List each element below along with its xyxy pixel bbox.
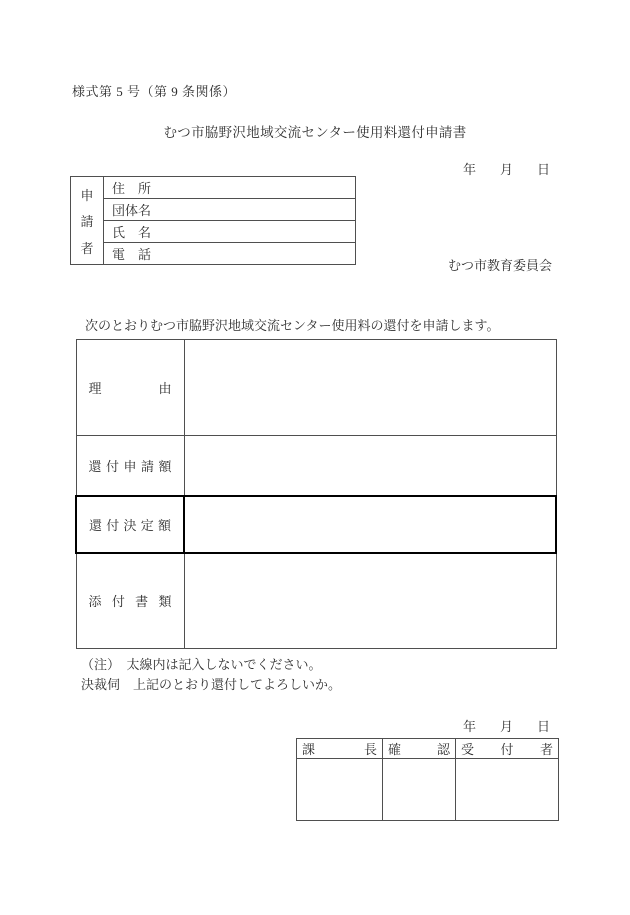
applicant-phone-field[interactable]	[104, 243, 356, 265]
applicant-name-label: 氏 名	[112, 225, 152, 240]
applicant-name-field[interactable]	[104, 221, 356, 243]
applicant-address-label: 住 所	[112, 181, 152, 196]
date-month-label: 月	[499, 162, 513, 177]
approval-header-row	[297, 739, 559, 759]
applicant-group-char-2: 請	[80, 214, 94, 229]
notes-block	[81, 655, 341, 695]
attached-documents-field[interactable]	[184, 553, 556, 649]
receptionist-stamp-field[interactable]	[456, 759, 559, 821]
intro-sentence: 次のとおりむつ市脇野沢地域交流センター使用料の還付を申請します。	[85, 318, 500, 333]
approval-table	[296, 738, 559, 821]
applicant-phone-label: 電 話	[112, 247, 152, 262]
section-chief-header: 課長	[297, 739, 383, 759]
date-year-label: 年	[462, 719, 476, 734]
refund-applied-amount-field[interactable]	[184, 436, 556, 496]
applicant-row-name	[71, 221, 356, 243]
refund-applied-amount-label: 還付申請額	[76, 436, 184, 496]
date-month-label: 月	[499, 719, 513, 734]
main-row-refund-decided-amount	[76, 496, 556, 553]
main-table	[75, 339, 557, 649]
date-day-label: 日	[536, 719, 550, 734]
confirmation-header: 確認	[383, 739, 456, 759]
approval-stamp-row	[297, 759, 559, 821]
main-row-attached-documents	[76, 553, 556, 649]
applicant-row-address	[71, 177, 356, 199]
refund-decided-amount-label: 還付決定額	[76, 496, 184, 553]
applicant-group-cell	[71, 177, 104, 265]
attached-documents-label: 添付書類	[76, 553, 184, 649]
confirmation-stamp-field[interactable]	[383, 759, 456, 821]
refund-decided-amount-field[interactable]	[184, 496, 556, 553]
applicant-table	[70, 176, 356, 265]
reason-value-field[interactable]	[184, 340, 556, 436]
date-line-top	[463, 159, 550, 178]
applicant-group-label	[71, 185, 103, 257]
date-line-bottom	[463, 716, 550, 735]
applicant-organization-label: 団体名	[112, 203, 152, 218]
section-chief-stamp-field[interactable]	[297, 759, 383, 821]
document-title: むつ市脇野沢地域交流センター使用料還付申請書	[163, 125, 467, 140]
note-approval-inquiry: 決裁伺 上記のとおり還付してよろしいか。	[81, 677, 342, 692]
applicant-row-organization	[71, 199, 356, 221]
date-year-label: 年	[462, 162, 476, 177]
date-day-label: 日	[536, 162, 550, 177]
receptionist-header: 受付者	[456, 739, 559, 759]
note-no-write-thick-lines: （注） 太線内は記入しないでください。	[81, 657, 322, 672]
committee-name: むつ市教育委員会	[447, 258, 552, 273]
main-row-refund-applied-amount	[76, 436, 556, 496]
form-number: 様式第 5 号（第 9 条関係）	[72, 84, 237, 99]
applicant-row-phone	[71, 243, 356, 265]
applicant-organization-field[interactable]	[104, 199, 356, 221]
main-row-reason	[76, 340, 556, 436]
applicant-group-char-1: 申	[80, 187, 94, 203]
reason-label: 理由	[76, 340, 184, 436]
applicant-address-field[interactable]	[104, 177, 356, 199]
applicant-group-char-3: 者	[80, 240, 94, 256]
